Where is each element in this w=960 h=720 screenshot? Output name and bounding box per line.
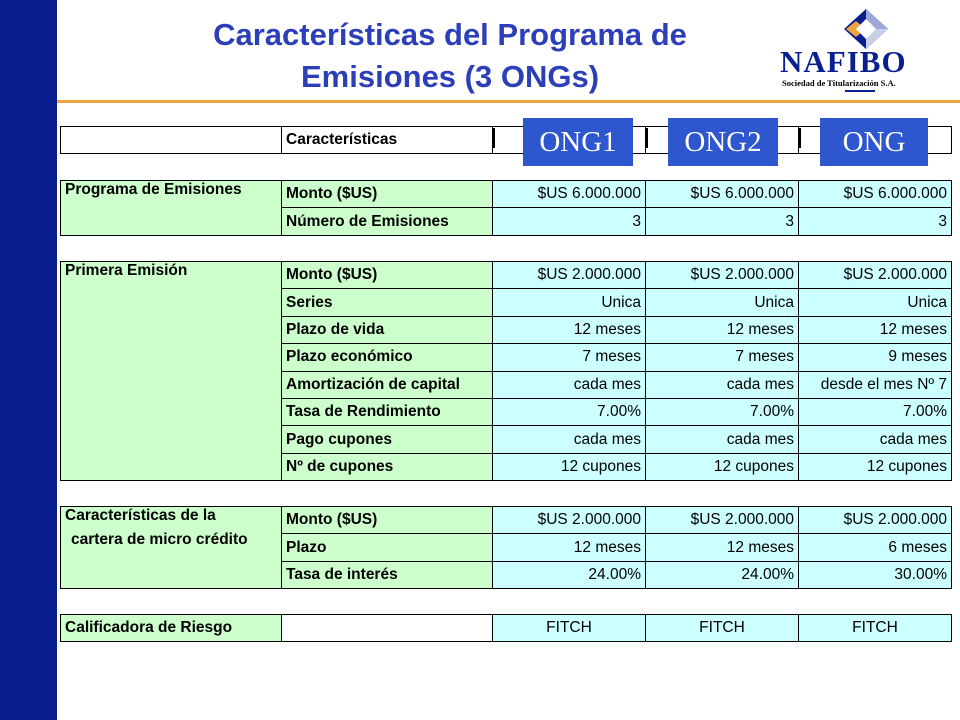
row-property: Pago cupones [282, 426, 493, 453]
empty-cell [282, 615, 493, 642]
table-row [61, 262, 952, 289]
nafibo-logo [770, 4, 950, 96]
programa-emisiones-table [60, 180, 952, 236]
header-label: Características [282, 127, 493, 154]
ong1-value: 12 meses [493, 316, 646, 343]
row-property: Nº de cupones [282, 453, 493, 480]
ong2-value: 12 meses [646, 316, 799, 343]
row-property: Amortización de capital [282, 371, 493, 398]
cartera-micro-credito-table [60, 506, 952, 589]
logo-subtitle: Sociedad de Titularización S.A. [782, 78, 896, 88]
ong2-value: Unica [646, 289, 799, 316]
section-label: Primera Emisión [61, 262, 282, 481]
row-property: Monto ($US) [282, 507, 493, 534]
ong3-header: ONG [820, 118, 928, 166]
row-property: Tasa de interés [282, 561, 493, 588]
ong2-value: $US 2.000.000 [646, 262, 799, 289]
ong2-value: 7.00% [646, 398, 799, 425]
ong1-value: 12 cupones [493, 453, 646, 480]
ong3-value: 30.00% [799, 561, 952, 588]
left-accent-bar [0, 0, 57, 720]
ong3-value: 7.00% [799, 398, 952, 425]
section-label [61, 507, 282, 589]
ong1-value: cada mes [493, 426, 646, 453]
ong2-value: 24.00% [646, 561, 799, 588]
section-label: Programa de Emisiones [61, 181, 282, 236]
ong3-value: Unica [799, 289, 952, 316]
ong3-value: 12 meses [799, 316, 952, 343]
header-table [60, 126, 952, 154]
ong1-value: cada mes [493, 371, 646, 398]
ong3-value: $US 2.000.000 [799, 507, 952, 534]
ong1-value: 7 meses [493, 344, 646, 371]
ong1-value: $US 2.000.000 [493, 507, 646, 534]
ong2-value: FITCH [646, 615, 799, 642]
title-divider [57, 100, 960, 103]
section-label: Calificadora de Riesgo [61, 615, 282, 642]
row-property: Series [282, 289, 493, 316]
ong1-value: $US 2.000.000 [493, 262, 646, 289]
ong2-value: cada mes [646, 371, 799, 398]
ong2-value: 12 meses [646, 534, 799, 561]
ong3-value: desde el mes Nº 7 [799, 371, 952, 398]
ong1-value: 7.00% [493, 398, 646, 425]
ong2-value: 3 [646, 208, 799, 235]
logo-underline [845, 90, 875, 92]
calificadora-riesgo-table [60, 614, 952, 642]
ong2-value: 12 cupones [646, 453, 799, 480]
table-row [61, 615, 952, 642]
row-property: Tasa de Rendimiento [282, 398, 493, 425]
ong1-value: Unica [493, 289, 646, 316]
row-property: Monto ($US) [282, 262, 493, 289]
ong1-header: ONG1 [523, 118, 633, 166]
ong1-value: 24.00% [493, 561, 646, 588]
ong3-value: 9 meses [799, 344, 952, 371]
table-row [61, 181, 952, 208]
page-title: Características del Programa de Emisiones (3 ONGs) [213, 17, 687, 94]
ong3-value: cada mes [799, 426, 952, 453]
ong1-value: FITCH [493, 615, 646, 642]
ong2-value: cada mes [646, 426, 799, 453]
ong3-value: 3 [799, 208, 952, 235]
ong2-header: ONG2 [668, 118, 778, 166]
ong3-value: $US 2.000.000 [799, 262, 952, 289]
section-label-line2: cartera de micro crédito [71, 531, 248, 548]
row-property: Plazo [282, 534, 493, 561]
row-property: Plazo económico [282, 344, 493, 371]
section-label-line1: Características de la [65, 507, 216, 524]
ong2-value: $US 6.000.000 [646, 181, 799, 208]
logo-wordmark: NAFIBO [780, 44, 907, 79]
row-property: Plazo de vida [282, 316, 493, 343]
row-property: Monto ($US) [282, 181, 493, 208]
ong3-value: 6 meses [799, 534, 952, 561]
ong2-value: 7 meses [646, 344, 799, 371]
ong1-value: 12 meses [493, 534, 646, 561]
column-mark [493, 128, 495, 148]
ong3-value: $US 6.000.000 [799, 181, 952, 208]
table-row [61, 507, 952, 534]
row-property: Número de Emisiones [282, 208, 493, 235]
ong1-value: $US 6.000.000 [493, 181, 646, 208]
ong2-value: $US 2.000.000 [646, 507, 799, 534]
column-mark [799, 128, 801, 148]
column-mark [646, 128, 648, 148]
header-empty-cell [61, 127, 282, 154]
ong1-value: 3 [493, 208, 646, 235]
primera-emision-table [60, 261, 952, 481]
ong3-value: FITCH [799, 615, 952, 642]
ong3-value: 12 cupones [799, 453, 952, 480]
